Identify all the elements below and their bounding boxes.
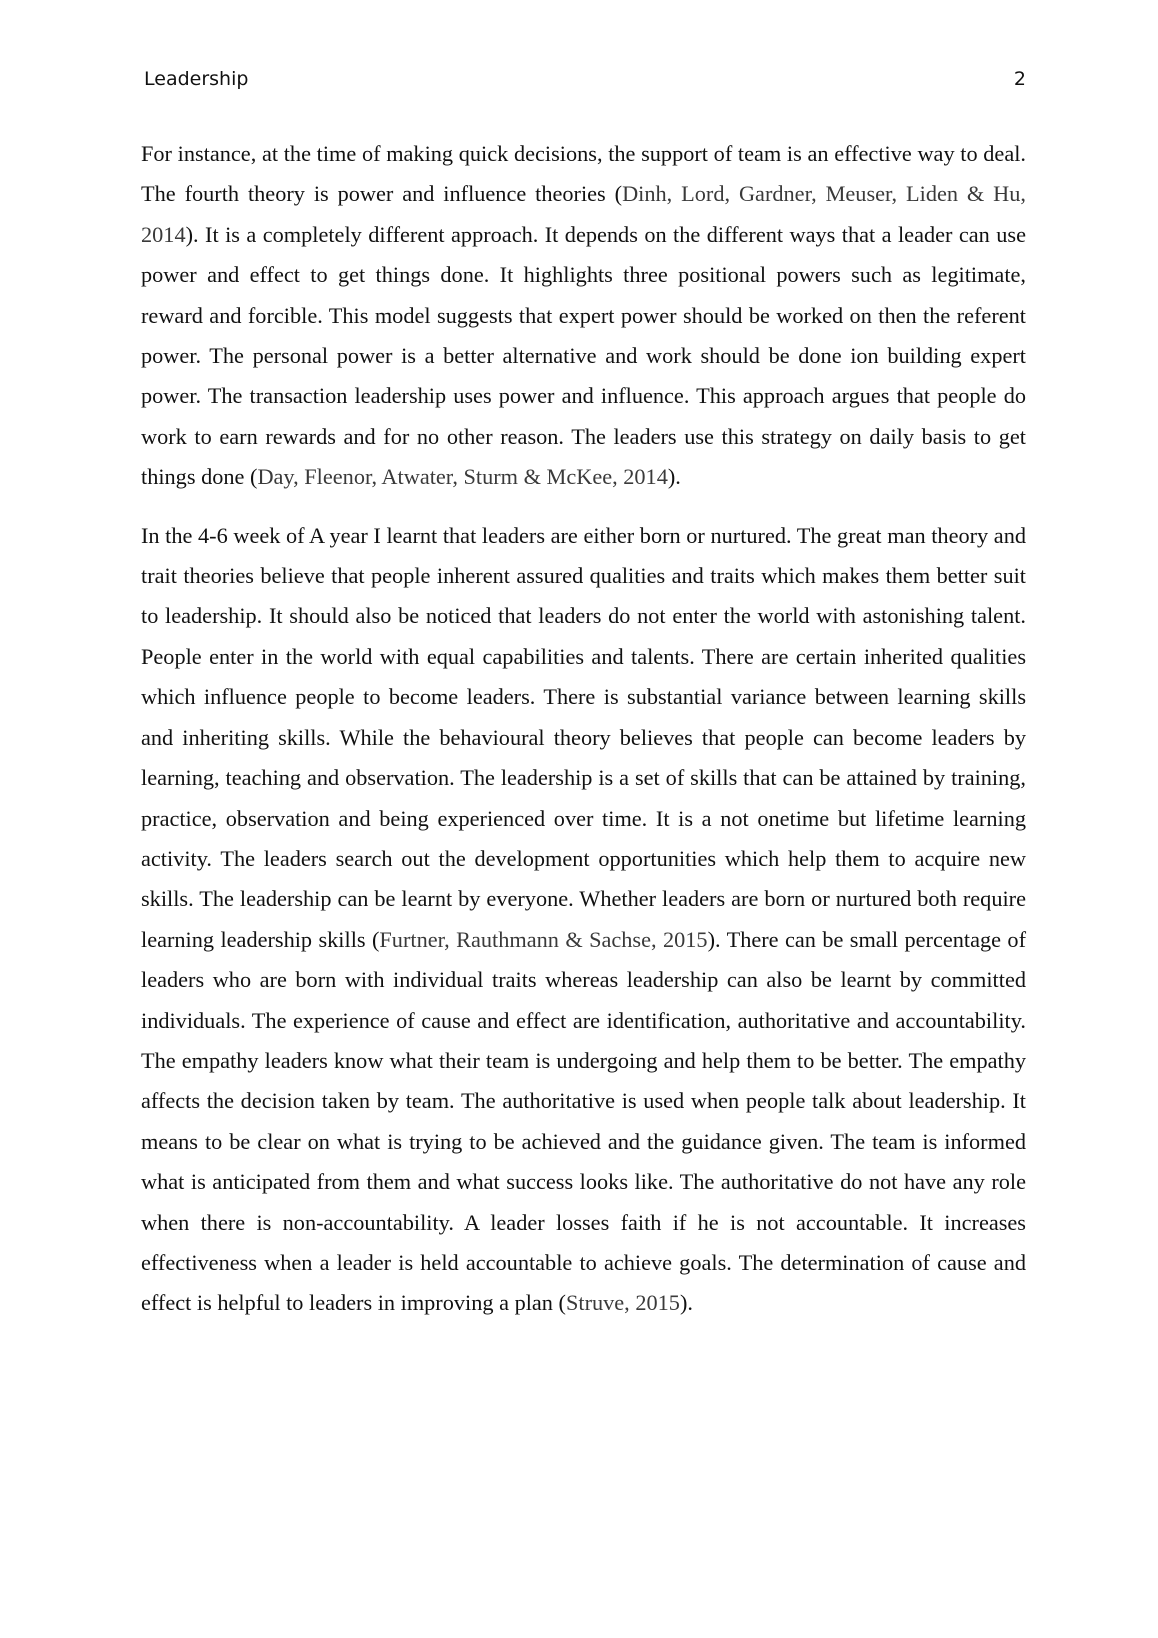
citation: Dinh, Lord, Gardner, Meuser, Liden & Hu, 2014	[141, 181, 1026, 247]
page-header	[144, 68, 1026, 94]
running-head-title: Leadership	[144, 68, 249, 90]
paragraph-2	[141, 516, 1026, 1324]
paragraph-text: ).	[679, 1290, 693, 1316]
body-text	[141, 134, 1026, 1342]
paragraph-text: ).	[667, 464, 681, 490]
paragraph-text: In the 4-6 week of A year I learnt that leaders are either born or nurtured. The great man theory and trait theories believe that people inherent assured qualities and traits which makes them better suit to leadership. It should also be noticed that leaders do not enter the world with astonishing talent. People enter in the world with equal capabilities and talents. There are certain inherited qualities which influence people to become leaders. There is substantial variance between learning skills and inheriting skills. While the behavioural theory believes that people can become leaders by learning, teaching and observation. The leadership is a set of skills that can be attained by training, practice, observation and being experienced over time. It is a not onetime but lifetime learning activity. The leaders search out the development opportunities which help them to acquire new skills. The leadership can be learnt by everyone. Whether leaders are born or nurtured both require learning leadership skills (	[141, 522, 1026, 952]
paragraph-text: ). It is a completely different approach. It depends on the different ways that a leader can use power and effect to get things done. It highlights three positional powers such as legitimate, reward and forcible. This model suggests that expert power should be worked on then the referent power. The personal power is a better alternative and work should be done ion building expert power. The transaction leadership uses power and influence. This approach argues that people do work to earn rewards and for no other reason. The leaders use this strategy on daily basis to get things done (	[141, 221, 1026, 490]
citation: Furtner, Rauthmann & Sachse, 2015	[379, 926, 708, 952]
page-number: 2	[1013, 68, 1026, 90]
citation: Struve, 2015	[565, 1290, 680, 1316]
paragraph-text: ). There can be small percentage of leaders who are born with individual traits whereas leadership can also be learnt by committed individuals. The experience of cause and effect are identification, authoritative and accountability. The empathy leaders know what their team is undergoing and help them to be better. The empathy affects the decision taken by team. The authoritative is used when people talk about leadership. It means to be clear on what is trying to be achieved and the guidance given. The team is informed what is anticipated from them and what success looks like. The authoritative do not have any role when there is non-accountability. A leader losses faith if he is not accountable. It increases effectiveness when a leader is held accountable to achieve goals. The determination of cause and effect is helpful to leaders in improving a plan (	[141, 926, 1026, 1316]
paragraph-1	[141, 134, 1026, 498]
citation: Day, Fleenor, Atwater, Sturm & McKee, 2014	[257, 464, 668, 490]
paragraph-text: For instance, at the time of making quick decisions, the support of team is an effective way to deal. The fourth theory is power and influence theories (	[141, 141, 1026, 207]
